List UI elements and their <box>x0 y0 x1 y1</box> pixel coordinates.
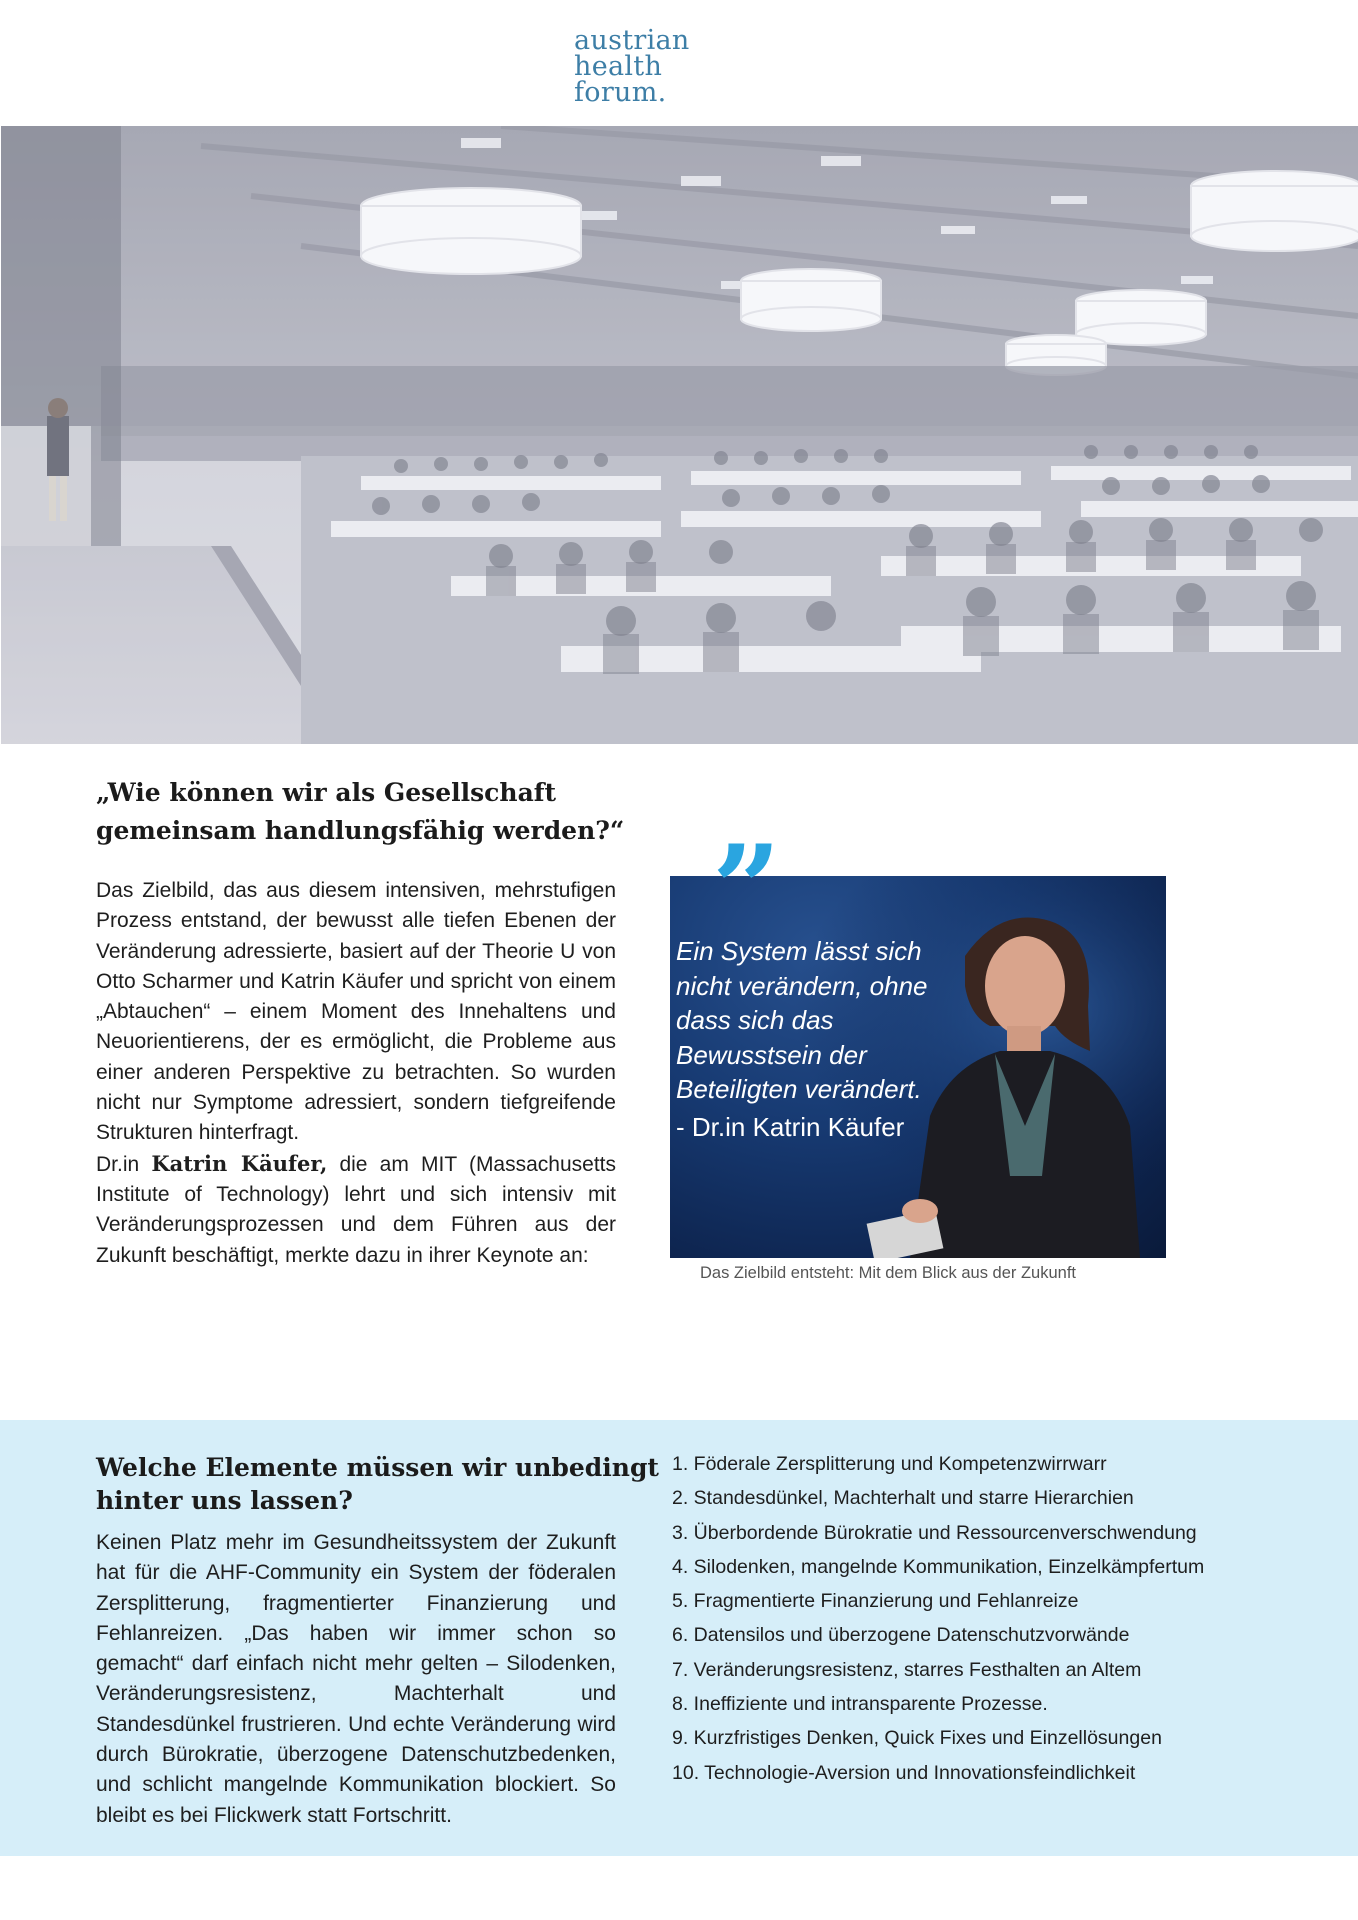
quote-line: Bewusstsein der <box>676 1039 867 1070</box>
intro-text <box>96 876 616 1271</box>
paragraph-rest: die am MIT (Massachusetts Institute of Technology) lehrt und sich intensiv mit Veränderungsprozessen und dem Führen aus der Zukunft beschäftigt, merkte dazu in ihrer Keynote an: <box>96 1152 616 1267</box>
conference-hall-photo <box>1 126 1358 744</box>
section-heading <box>96 1451 659 1517</box>
list-item: 5. Fragmentierte Finanzierung und Fehlanreize <box>672 1590 1079 1613</box>
logo-line: health <box>574 51 663 82</box>
heading-line: Welche Elemente müssen wir unbedingt <box>96 1453 659 1482</box>
heading-line: gemeinsam handlungsfähig werden?“ <box>96 816 625 845</box>
heading-line: hinter uns lassen? <box>96 1486 353 1515</box>
list-item: 7. Veränderungsresistenz, starres Festhalten an Altem <box>672 1658 1142 1681</box>
logo-line: forum. <box>574 77 667 108</box>
list-item: 1. Föderale Zersplitterung und Kompetenzwirrwarr <box>672 1453 1107 1475</box>
list-item: 2. Standesdünkel, Machterhalt und starre Hierarchien <box>672 1487 1134 1510</box>
list-item: 10. Technologie-Aversion und Innovationsfeindlichkeit <box>672 1761 1136 1784</box>
quote-mark-icon: ” <box>712 819 782 960</box>
list-item: 3. Überbordende Bürokratie und Ressourcenverschwendung <box>672 1521 1197 1544</box>
conference-hall-illustration <box>1 126 1358 744</box>
list-item: 6. Datensilos und überzogene Datenschutzvorwände <box>672 1624 1130 1647</box>
paragraph <box>96 1149 616 1271</box>
quote-line: dass sich das <box>676 1005 834 1035</box>
quote-line: nicht verändern, ohne <box>676 970 928 1001</box>
speaker-name: Katrin Käufer, <box>151 1150 328 1176</box>
quote-author: - Dr.in Katrin Käufer <box>676 1112 905 1142</box>
elements-list <box>672 1447 1204 1790</box>
list-item: 4. Silodenken, mangelnde Kommunikation, Einzelkämpfertum <box>672 1555 1205 1578</box>
list-item: 9. Kurzfristiges Denken, Quick Fixes und Einzellösungen <box>672 1727 1162 1750</box>
quote-text <box>676 934 976 1107</box>
quote-line: Beteiligten verändert. <box>676 1074 922 1104</box>
section2-text <box>96 1528 616 1831</box>
logo-line: austrian <box>574 25 690 56</box>
paragraph: Das Zielbild, das aus diesem intensiven, mehrstufigen Prozess entstand, der bewusst alle tiefen Ebenen der Veränderung adressierte, basiert auf der Theorie U von Otto Scharmer und Katrin Käufer und spricht von einem „Abtauchen“ – einem Moment des Innehaltens und Neuorientierens, der es ermöglicht, die Probleme aus einer anderen Perspektive zu betrachten. So wurden nicht nur Symptome adressiert, sondern tiefgreifende Strukturen hinterfragt. <box>96 879 616 1145</box>
photo-caption: Das Zielbild entsteht: Mit dem Blick aus der Zukunft <box>700 1264 1076 1282</box>
austrian-health-forum-logo <box>574 25 724 108</box>
list-item: 8. Ineffiziente und intransparente Prozesse. <box>672 1693 1048 1716</box>
paragraph: Keinen Platz mehr im Gesundheitssystem der Zukunft hat für die AHF-Community ein System der föderalen Zersplitterung, fragmentierter Finanzierung und Fehlanreizen. „Das haben wir immer schon so gemacht“ darf einfach nicht mehr gelten – Silodenken, Veränderungsresistenz, Machterhalt und Standesdünkel frustrieren. Und echte Veränderung wird durch Bürokratie, überzogene Datenschutzbedenken, und schlicht mangelnde Kommunikation blockiert. So bleibt es bei Flickwerk statt Fortschritt. <box>96 1531 616 1827</box>
section-heading <box>96 774 624 850</box>
quote-line: Ein System lässt sich <box>676 936 922 966</box>
title-prefix: Dr.in <box>96 1152 140 1176</box>
heading-line: „Wie können wir als Gesellschaft <box>96 778 557 807</box>
